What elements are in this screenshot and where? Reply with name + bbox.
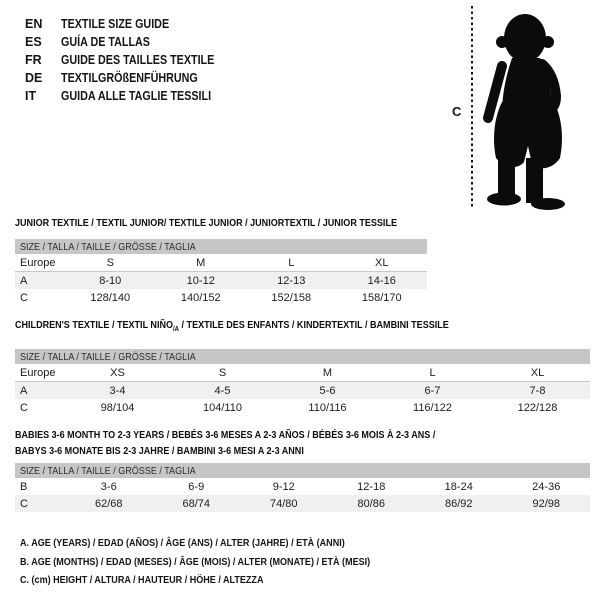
lang-title: TEXTILE SIZE GUIDE (61, 17, 170, 31)
size-cell: XL (375, 256, 389, 269)
footnote-b: B. AGE (MONTHS) / EDAD (MESES) / ÂGE (MOIS) / ALTER (MONATE) / ETÀ (MESI) (20, 555, 371, 568)
lang-code: IT (25, 89, 37, 103)
age-cell: 6-7 (424, 384, 441, 397)
size-header-bar: SIZE / TALLA / TAILLE / GRÖSSE / TAGLIA (15, 349, 590, 364)
babies-textile-section (15, 427, 590, 512)
footnote-a: A. AGE (YEARS) / EDAD (AÑOS) / ÂGE (ANS) / ALTER (JAHRE) / ETÀ (ANNI) (20, 537, 345, 549)
table-row-height (15, 399, 590, 416)
size-cell: L (429, 366, 436, 379)
lang-code: DE (25, 71, 43, 85)
size-cell: S (106, 256, 114, 269)
height-cell: 116/122 (413, 401, 452, 414)
lang-row-en (25, 15, 239, 33)
footnote-c: C. (cm) HEIGHT / ALTURA / HAUTEUR / HÖHE / ALTEZZA (20, 574, 264, 586)
height-cell: 98/104 (100, 401, 135, 414)
table-row-height (15, 495, 590, 512)
age-cell: 5-6 (319, 384, 336, 397)
lang-row-it (25, 87, 239, 105)
lang-code: FR (25, 53, 42, 67)
table-row-age-months (15, 478, 590, 495)
babies-table-title-line2: BABYS 3-6 MONATE BIS 2-3 JAHRE / BAMBINI 3-6 MESI A 2-3 ANNI (15, 445, 304, 457)
row-label: C (20, 291, 28, 304)
table-row-height (15, 289, 427, 306)
row-label: C (20, 497, 28, 510)
height-cell: 104/110 (203, 401, 242, 414)
row-label: A (20, 384, 28, 397)
height-cell: 122/128 (517, 401, 558, 414)
row-label: B (20, 480, 28, 493)
height-cell: 140/152 (180, 291, 221, 304)
age-cell: 14-16 (367, 274, 396, 287)
row-label: Europe (20, 366, 56, 379)
table-row-age (15, 382, 590, 399)
age-cell: 24-36 (532, 480, 561, 493)
size-cell: XS (110, 366, 125, 379)
height-cell: 92/98 (532, 497, 561, 510)
lang-title: GUIDA ALLE TAGLIE TESSILI (61, 89, 212, 103)
age-cell: 8-10 (99, 274, 122, 287)
junior-textile-section (15, 218, 427, 306)
size-header-bar: SIZE / TALLA / TAILLE / GRÖSSE / TAGLIA (15, 239, 427, 254)
size-cell: XL (530, 366, 545, 379)
size-cell: S (218, 366, 227, 379)
age-cell: 6-9 (188, 480, 205, 493)
height-measure-label: C (452, 104, 462, 119)
age-cell: 4-5 (214, 384, 231, 397)
height-cell: 110/116 (308, 401, 347, 414)
lang-code: ES (25, 35, 42, 49)
age-cell: 12-18 (357, 480, 386, 493)
age-cell: 18-24 (444, 480, 473, 493)
children-textile-section (15, 320, 590, 416)
title-part: CHILDREN'S TEXTILE / TEXTIL NIÑO (15, 319, 174, 331)
height-dashed-line (471, 6, 473, 208)
lang-title: TEXTILGRÖßENFÜHRUNG (61, 71, 198, 85)
babies-table-title-line1: BABIES 3-6 MONTH TO 2-3 YEARS / BEBÉS 3-6 MESES A 2-3 AÑOS / BÉBÉS 3-6 MOIS À 2-3 ANS / (15, 429, 436, 441)
height-cell: 68/74 (182, 497, 211, 510)
title-subscript: /A (173, 326, 180, 334)
title-part: / TEXTILE DES ENFANTS / KINDERTEXTIL / BAMBINI TESSILE (179, 319, 449, 331)
age-cell: 7-8 (529, 384, 546, 397)
age-cell: 3-4 (109, 384, 126, 397)
height-cell: 80/86 (357, 497, 386, 510)
row-label: C (20, 401, 28, 414)
lang-row-es (25, 33, 239, 51)
age-cell: 9-12 (272, 480, 295, 493)
size-header-bar: SIZE / TALLA / TAILLE / GRÖSSE / TAGLIA (15, 463, 590, 478)
table-row-age (15, 272, 427, 289)
junior-table-title: JUNIOR TEXTILE / TEXTIL JUNIOR/ TEXTILE JUNIOR / JUNIORTEXTIL / JUNIOR TESSILE (15, 217, 397, 229)
table-row-europe (15, 254, 427, 272)
age-cell: 3-6 (100, 480, 117, 493)
table-row-europe (15, 364, 590, 382)
height-cell: 128/140 (90, 291, 131, 304)
lang-row-de (25, 69, 239, 87)
age-cell: 12-13 (277, 274, 306, 287)
height-cell: 74/80 (269, 497, 298, 510)
legend-footnotes (20, 534, 427, 590)
lang-title: GUIDE DES TAILLES TEXTILE (61, 53, 215, 67)
size-cell: L (288, 256, 295, 269)
height-cell: 86/92 (444, 497, 473, 510)
row-label: Europe (20, 256, 56, 269)
row-label: A (20, 274, 28, 287)
height-cell: 62/68 (94, 497, 123, 510)
age-cell: 10-12 (186, 274, 215, 287)
lang-row-fr (25, 51, 239, 69)
size-cell: M (196, 256, 206, 269)
height-cell: 152/158 (271, 291, 312, 304)
lang-code: EN (25, 17, 43, 31)
size-cell: M (322, 366, 333, 379)
children-table-title (15, 320, 590, 335)
language-title-list (25, 15, 239, 105)
toddler-silhouette-icon (482, 8, 594, 210)
height-cell: 158/170 (361, 291, 402, 304)
lang-title: GUÍA DE TALLAS (61, 35, 150, 49)
